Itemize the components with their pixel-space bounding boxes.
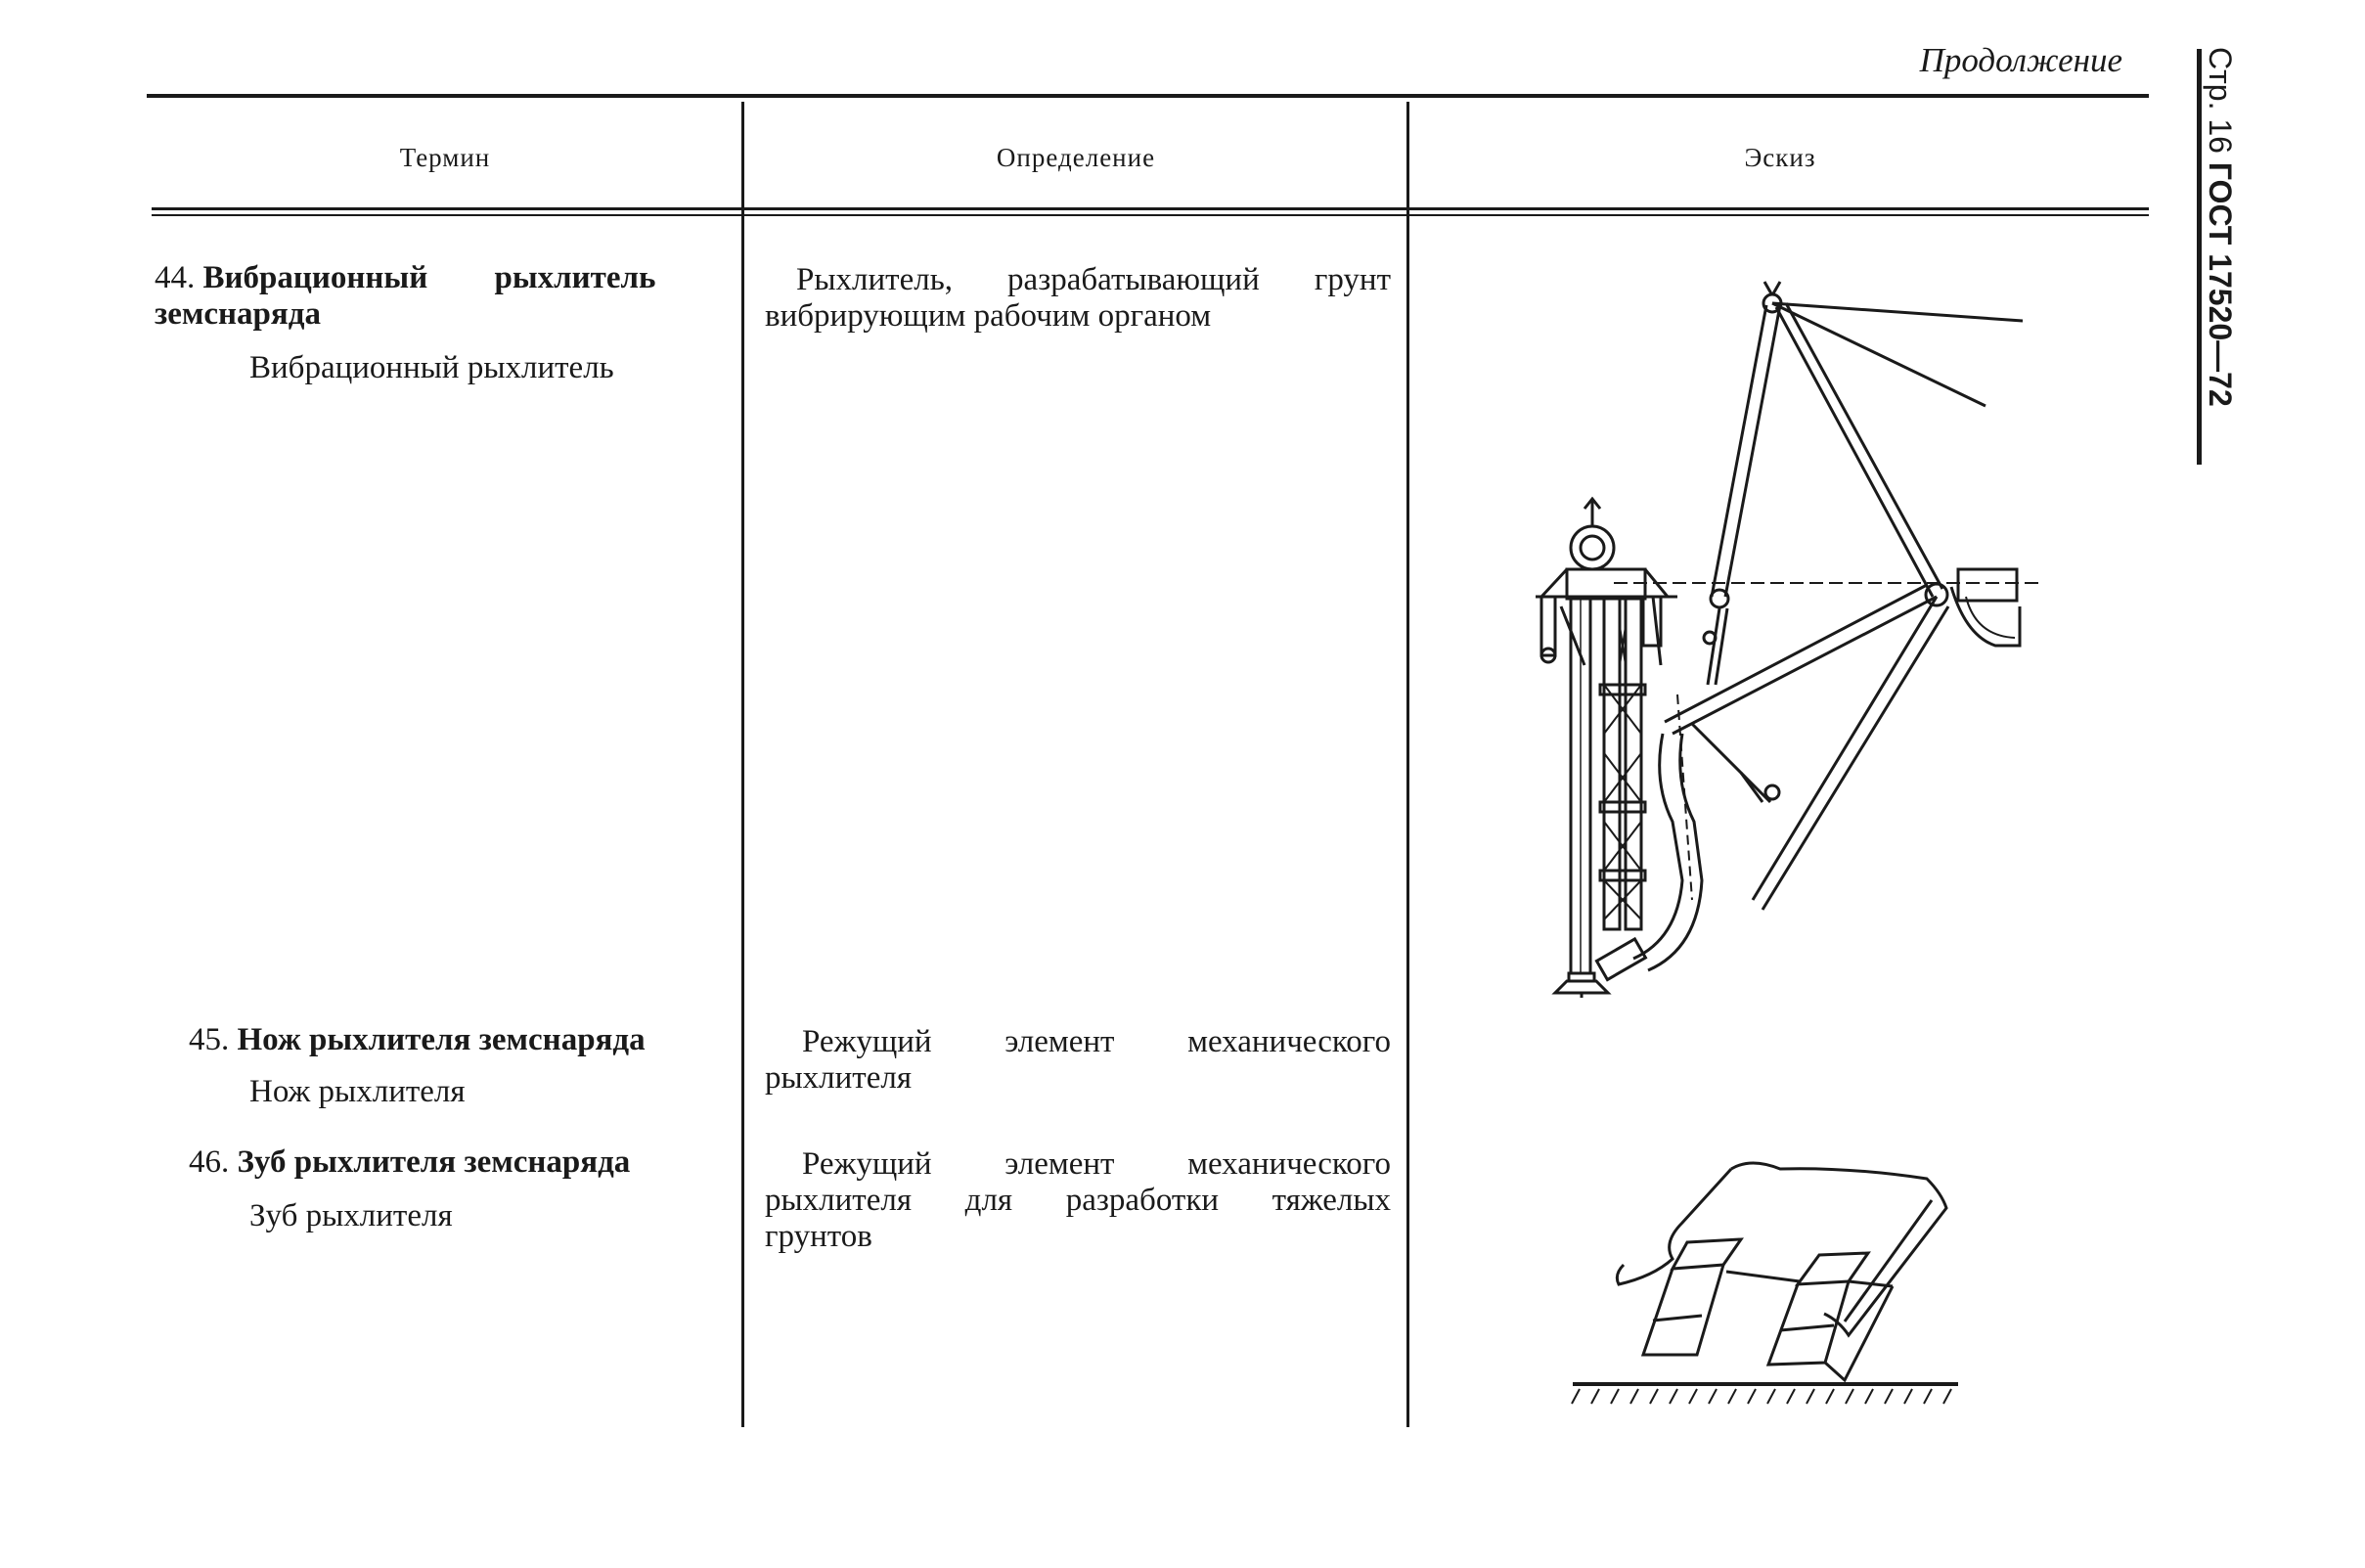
page-number: Стр. 16 [2203,47,2238,154]
column-header-term: Термин [399,143,491,172]
continued-label: Продолжение [1919,41,2122,79]
alt-term-45: Нож рыхлителя [249,1074,466,1109]
term-46 [189,1144,630,1181]
term-number-44: 44. [155,260,196,295]
column-divider-1 [741,102,744,1427]
table-top-rule [147,94,2149,98]
standard-number: ГОСТ 17520—72 [2203,161,2238,407]
page-reference [2199,47,2238,458]
term-44 [155,260,727,333]
table-header-rule-2 [152,214,2149,216]
term-45-label: Нож рыхлителя земснаряда [237,1022,646,1057]
column-header-definition: Определение [996,143,1156,172]
definition-44: Рыхлитель, разрабатывающий грунт вибрирующим рабочим органом [765,262,1391,334]
definition-46: Режущий элемент механического рыхлителя для разработки тяжелых грунтов [765,1146,1391,1254]
term-45 [189,1022,646,1058]
ripper-tooth-drawing [1555,1149,1986,1413]
term-44-line2: земснаряда [155,296,321,332]
vibration-ripper-drawing [1506,274,2054,998]
term-46-label: Зуб рыхлителя земснаряда [237,1144,631,1180]
table-header-rule-1 [152,207,2149,210]
definition-45: Режущий элемент механического рыхлителя [765,1024,1391,1096]
column-header-sketch: Эскиз [1744,143,1816,172]
alt-term-46: Зуб рыхлителя [249,1198,453,1233]
column-divider-2 [1406,102,1409,1427]
term-number-45: 45. [189,1022,230,1057]
term-44-line1: Вибрационный рыхлитель [202,260,656,295]
term-number-46: 46. [189,1144,230,1180]
alt-term-44: Вибрационный рыхлитель [249,350,614,385]
